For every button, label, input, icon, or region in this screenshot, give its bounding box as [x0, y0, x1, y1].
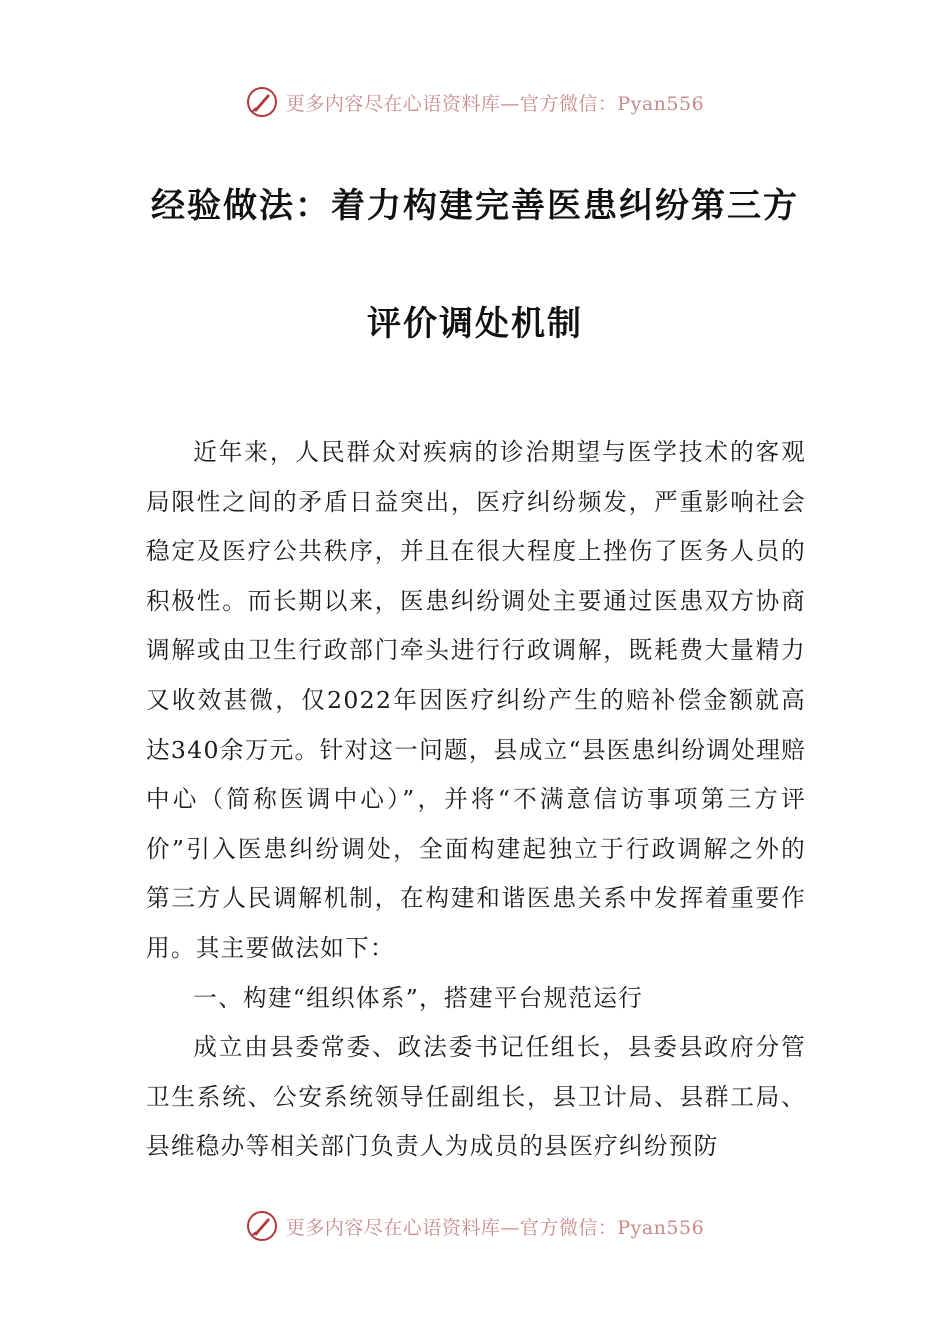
quill-logo-icon	[246, 86, 278, 118]
paragraph-section-1: 成立由县委常委、政法委书记任组长，县委县政府分管卫生系统、公安系统领导任副组长，县卫计局、县群工局、县维稳办等相关部门负责人为成员的县医疗纠纷预防	[146, 1033, 806, 1161]
quill-logo-icon	[246, 1210, 278, 1242]
watermark-text: 更多内容尽在心语资料库—官方微信：Pyan556	[285, 1216, 705, 1239]
watermark-footer	[0, 1210, 950, 1242]
document-title-line-1: 经验做法：着力构建完善医患纠纷第三方	[151, 186, 799, 226]
paragraph-intro: 近年来，人民群众对疾病的诊治期望与医学技术的客观局限性之间的矛盾日益突出，医疗纠纷频发，严重影响社会稳定及医疗公共秩序，并且在很大程度上挫伤了医务人员的积极性。而长期以来，医患纠纷调处主要通过医患双方协商调解或由卫生行政部门牵头进行行政调解，既耗费大量精力又收效甚微，仅2022年因医疗纠纷产生的赔补偿金额就高达340余万元。针对这一问题，县成立“县医患纠纷调处理赔中心（简称医调中心）”，并将“不满意信访事项第三方评价”引入医患纠纷调处，全面构建起独立于行政调解之外的第三方人民调解机制，在构建和谐医患关系中发挥着重要作用。其主要做法如下：	[146, 438, 806, 962]
watermark-text: 更多内容尽在心语资料库—官方微信：Pyan556	[285, 92, 705, 115]
document-body	[146, 428, 806, 1172]
watermark-header	[0, 86, 950, 118]
document-title-line-2: 评价调处机制	[367, 304, 583, 344]
section-heading-1: 一、构建“组织体系”，搭建平台规范运行	[193, 983, 644, 1012]
